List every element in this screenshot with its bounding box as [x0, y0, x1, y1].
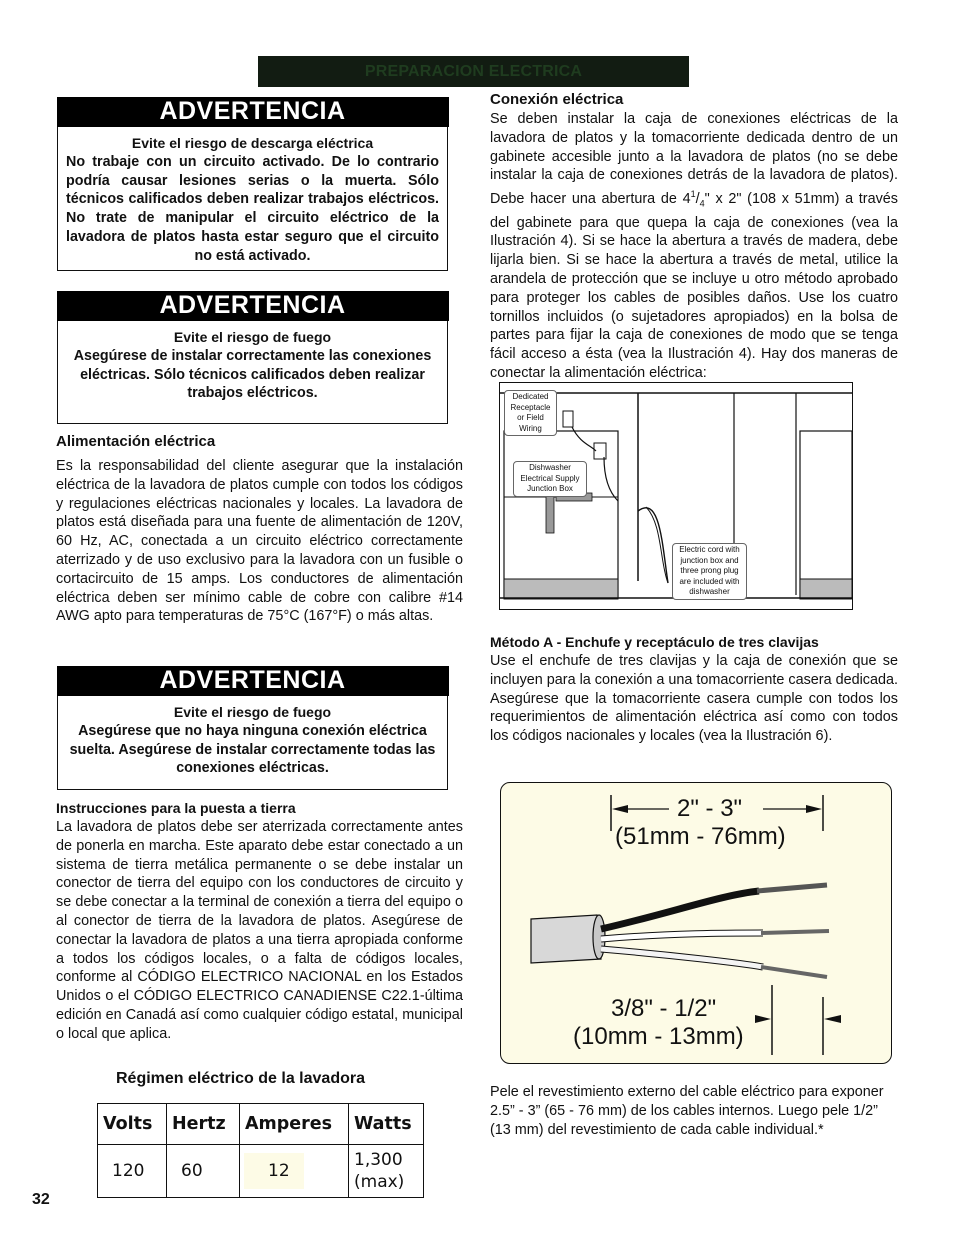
value-volts: 120 — [98, 1145, 167, 1198]
tierra-heading: Instrucciones para la puesta a tierra — [56, 800, 296, 816]
tierra-text: La lavadora de platos debe ser aterrizada correctamente antes de ponerla en marcha. Este aparato debe estar conectado a un sistema de tierra metálica permanente o se debe instalar un conector de tierra del equipo con los conductores de circuito y se debe conectar a la terminal de conexión a tierra del equipo o al conector de tierra de la lavadora de platos. Asegúrese de conectar la lavadora de platos a una tierra apropiada conforme a todos los códigos locales, o a falta de códigos locales, conforme al CÓDIGO ELECTRICO NACIONAL en los Estados Unidos o el CÓDIGO ELECTRICO CANADIENSE C22.1-última edición en Canadá así como cualquier código estatal, municipal o local que aplica. — [56, 819, 463, 1042]
header-hertz: Hertz — [167, 1104, 240, 1145]
warning-text — [66, 134, 439, 266]
header-watts: Watts — [349, 1104, 424, 1145]
table-row — [98, 1145, 424, 1198]
warning-title: ADVERTENCIA — [57, 97, 449, 127]
metodo-a-heading: Método A - Enchufe y receptáculo de tres clavijas — [490, 634, 819, 650]
warning-body: Asegúrese que no haya ninguna conexión eléctrica suelta. Asegúrese de instalar correctamente todas las conexiones eléctricas. — [69, 722, 436, 777]
dim-top-inches: 2" - 3" — [677, 795, 743, 822]
warning-box-loose-connection — [57, 666, 448, 790]
page-number: 32 — [32, 1191, 50, 1208]
fraction-numerator: 1 — [690, 189, 696, 200]
value-amperes — [240, 1145, 349, 1198]
conexion-text-part2: " x 2" (108 x 51mm) a través del gabinete para que quepa la caja de conexiones (vea la Ilustración 4). Si se hace la abertura a través de madera, debe lijarla bien. Si se hace la abertura a través de metal, utilice la arandela de protección que se incluye u otro método aprobado para proteger los cables de posibles daños. Use los cuatro tornillos incluidos (o sujetadores apropiados) en la bolsa de partes para fijar la caja de conexiones de modo que se tenga fácil acceso a ésta (vea la Ilustración 4). Hay dos maneras de conectar la alimentación eléctrica: — [490, 190, 898, 382]
warning-text — [66, 703, 439, 778]
alimentacion-text: Es la responsabilidad del cliente asegurar que la instalación eléctrica de la lavadora de platos cumple con todos los códigos y regulaciones eléctricas nacionales y locales. La lavadora de platos está diseñada para una fuente de alimentación de 120V, 60 Hz, AC, conectada a un circuito eléctrico correctamente aterrizado y de uso exclusivo para la lavadora con un fusible o cortacircuito de 15 amps. Los conductores de alimentación eléctrica deben ser mínimo cable de cobre con calibre #14 AWG apto para temperaturas de 75°C (167°F) o más altas. — [56, 458, 463, 625]
warning-text — [66, 328, 439, 403]
warning-title: ADVERTENCIA — [57, 666, 449, 696]
regimen-heading: Régimen eléctrico de la lavadora — [116, 1070, 365, 1087]
header-volts: Volts — [98, 1104, 167, 1145]
dim-bottom-mm: (10mm - 13mm) — [573, 1023, 744, 1050]
alimentacion-heading: Alimentación eléctrica — [56, 433, 216, 450]
wire-stripping-illustration — [500, 782, 892, 1064]
electrical-rating-table — [97, 1103, 424, 1198]
warning-body: No trabaje con un circuito activado. De lo contrario podría causar lesiones serias o la muerta. Sólo técnicos calificados deben realizar trabajos eléctricos. No trate de manipular el circuito eléctrico de la lavadora de platos hasta estar seguro que el circuito no está activado. — [66, 153, 439, 264]
conexion-text-part1: Se deben instalar la caja de conexiones eléctricas de la lavadora de platos y la tomacorriente dedicada dentro de un gabinete accesible junto a la lavadora de platos (no se debe instalar la caja de conexiones detrás de la lavadora de platos). Debe hacer una abertura de 4 — [490, 111, 898, 207]
installation-illustration — [499, 382, 853, 610]
warning-box-fire — [57, 291, 448, 424]
dim-top-mm: (51mm - 76mm) — [615, 823, 786, 850]
pele-text: Pele el revestimiento externo del cable eléctrico para exponer 2.5” - 3” (65 - 76 mm) de los cables internos. Luego pele 1/2” (13 mm) del revestimiento de cada cable individual.* — [490, 1084, 884, 1138]
section-header — [258, 56, 689, 87]
amperes-highlight: 12 — [244, 1153, 304, 1189]
warning-first-line: Evite el riesgo de fuego — [173, 329, 332, 345]
warning-title: ADVERTENCIA — [57, 291, 449, 321]
warning-first-line: Evite el riesgo de fuego — [173, 704, 332, 720]
callout-electric-cord: Electric cord with junction box and three prong plug are included with dishwasher — [672, 543, 747, 600]
callout-receptacle: Dedicated Receptacle or Field Wiring — [504, 390, 557, 436]
header-amperes: Amperes — [240, 1104, 349, 1145]
callout-junction-box: Dishwasher Electrical Supply Junction Box — [513, 461, 587, 497]
dim-bottom-inches: 3/8" - 1/2" — [611, 995, 717, 1022]
section-header-title: PREPARACION ELECTRICA — [364, 62, 583, 80]
fraction-denominator: 4 — [699, 198, 705, 209]
metodo-a-text: Use el enchufe de tres clavijas y la caja de conexión que se incluyen para la conexión a una tomacorriente casera dedicada. Asegúrese que la tomacorriente casera cumple con todos los requerimientos de alimentación eléctrica así como con todos los códigos nacionales y locales (vea la Ilustración 6). — [490, 653, 898, 745]
value-watts: 1,300 (max) — [349, 1145, 424, 1198]
conexion-heading: Conexión eléctrica — [490, 91, 624, 108]
value-hertz: 60 — [167, 1145, 240, 1198]
warning-first-line: Evite el riesgo de descarga eléctrica — [131, 135, 374, 151]
table-header-row — [98, 1104, 424, 1145]
conexion-text: Se deben instalar la caja de conexiones eléctricas de la lavadora de platos y la tomacorriente dedicada dentro de un gabinete accesible junto a la lavadora de platos (no se debe instalar la caja de conexiones detrás de la lavadora de platos). Debe hacer una abertura de $4^1/_4$" x 2" (108 x 51mm) a través del gabinete para que quepa la caja de conexiones (vea la Ilustración 4). Si se hace la abertura a través de madera, debe lijarla bien. Si se hace la abertura a través de metal, utilice la arandela de protección que se incluye u otro método aprobado para proteger los cables de posibles daños. Use los cuatro tornillos incluidos (o sujetadores apropiados) en la bolsa de partes para fijar la caja de conexiones de modo que se tenga fácil acceso a ésta (vea la Ilustración 4). Hay dos maneras de conectar la alimentación eléctrica: — [490, 111, 898, 382]
warning-box-shock — [57, 97, 448, 271]
warning-body: Asegúrese de instalar correctamente las conexiones eléctricas. Sólo técnicos calificados deben realizar trabajos eléctricos. — [73, 347, 432, 402]
